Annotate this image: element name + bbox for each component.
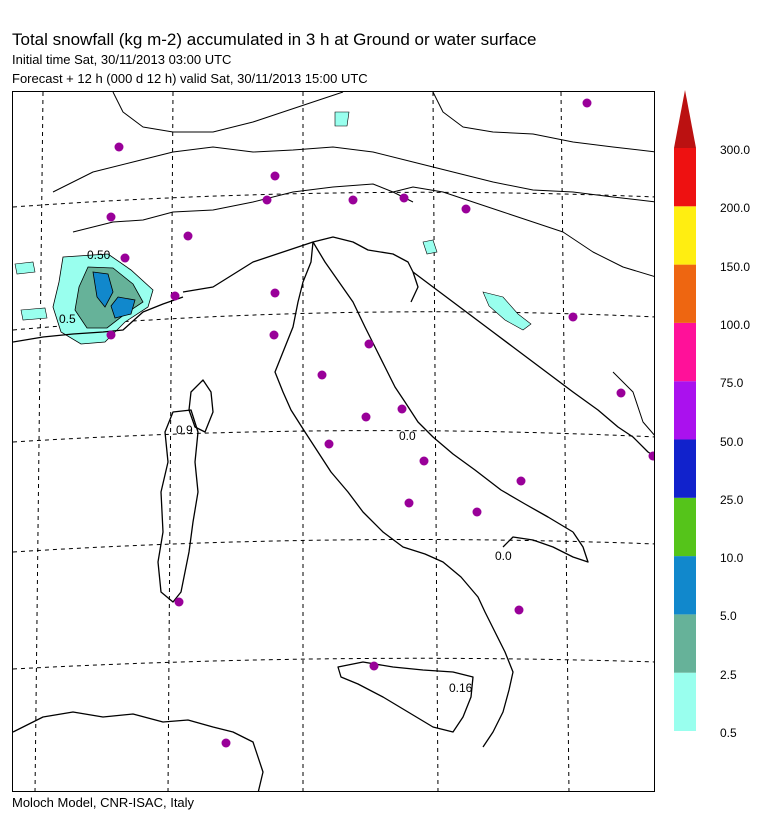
contour-label: 0.16 xyxy=(449,681,473,695)
city-marker xyxy=(349,196,358,205)
forecast-time: Forecast + 12 h (000 d 12 h) valid Sat, 30/11/2013 15:00 UTC xyxy=(12,71,368,86)
contour-label: 0.50 xyxy=(87,248,111,262)
legend-label: 5.0 xyxy=(720,609,737,624)
city-marker xyxy=(515,606,524,615)
snowfall-map xyxy=(12,91,655,792)
city-marker xyxy=(473,508,482,517)
city-marker xyxy=(115,143,124,152)
legend-label: 300.0 xyxy=(720,143,751,157)
legend-swatch xyxy=(674,556,696,614)
city-marker xyxy=(462,205,471,214)
city-marker xyxy=(517,477,526,486)
model-credit: Moloch Model, CNR-ISAC, Italy xyxy=(12,795,195,810)
legend-swatch xyxy=(674,440,696,498)
legend-label: 2.5 xyxy=(720,667,737,682)
city-marker xyxy=(271,172,280,181)
city-marker xyxy=(184,232,193,241)
city-marker xyxy=(175,598,184,607)
city-marker xyxy=(420,457,429,466)
city-marker xyxy=(370,662,379,671)
color-legend xyxy=(674,90,696,741)
contour-label: 0.0 xyxy=(495,549,512,563)
legend-swatch xyxy=(674,206,696,264)
legend-label: 200.0 xyxy=(720,201,751,216)
city-marker xyxy=(222,739,231,748)
city-marker xyxy=(107,213,116,222)
legend-swatch xyxy=(674,498,696,556)
city-marker xyxy=(325,440,334,449)
city-marker xyxy=(121,254,130,263)
map-canvas xyxy=(13,92,655,792)
graticule xyxy=(13,92,655,792)
legend-swatch xyxy=(674,265,696,323)
city-marker xyxy=(270,331,279,340)
legend-label: 0.5 xyxy=(720,726,737,740)
contour-label: 0.0 xyxy=(399,429,416,443)
city-marker xyxy=(171,292,180,301)
legend-bar xyxy=(674,90,696,736)
legend-swatch xyxy=(674,614,696,672)
city-marker xyxy=(365,340,374,349)
legend-label: 75.0 xyxy=(720,376,744,391)
city-marker xyxy=(583,99,592,108)
legend-label: 150.0 xyxy=(720,259,751,274)
city-marker xyxy=(405,499,414,508)
initial-time: Initial time Sat, 30/11/2013 03:00 UTC xyxy=(12,52,232,67)
city-marker xyxy=(318,371,327,380)
legend-label: 100.0 xyxy=(720,317,751,332)
city-marker xyxy=(617,389,626,398)
contour-label: 0.9 xyxy=(176,423,193,437)
coastlines xyxy=(13,92,655,792)
legend-label: 10.0 xyxy=(720,551,744,566)
city-marker xyxy=(569,313,578,322)
legend-arrow xyxy=(674,90,696,148)
city-marker xyxy=(271,289,280,298)
legend-swatch xyxy=(674,323,696,381)
legend-label: 25.0 xyxy=(720,492,744,507)
legend-swatch xyxy=(674,381,696,439)
city-marker xyxy=(107,331,116,340)
city-marker xyxy=(400,194,409,203)
city-marker xyxy=(362,413,371,422)
map-title: Total snowfall (kg m-2) accumulated in 3 h at Ground or water surface xyxy=(12,30,537,49)
legend-swatch xyxy=(674,673,696,731)
contour-label: 0.5 xyxy=(59,312,76,326)
legend-label: 50.0 xyxy=(720,434,744,449)
city-marker xyxy=(263,196,272,205)
city-marker xyxy=(398,405,407,414)
legend-swatch xyxy=(674,148,696,206)
